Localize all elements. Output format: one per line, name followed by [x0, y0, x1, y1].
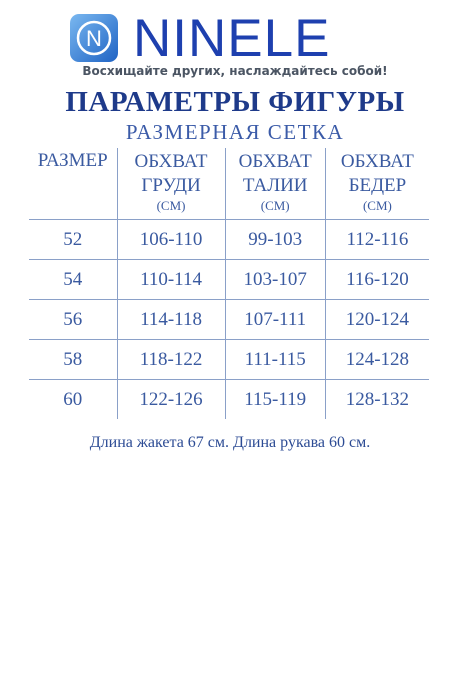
size-chart-table	[29, 148, 429, 419]
cell-bust: 118-122	[117, 340, 225, 380]
garment-length-note: Длина жакета 67 см. Длина рукава 60 см.	[89, 434, 371, 451]
cell-size: 56	[29, 300, 117, 340]
cell-hips: 120-124	[325, 300, 429, 340]
cell-size: 60	[29, 380, 117, 420]
brand-slogan: Восхищайте других, наслаждайтесь собой!	[82, 64, 388, 78]
cell-hips: 112-116	[325, 220, 429, 260]
cell-bust: 110-114	[117, 260, 225, 300]
header-bust	[117, 148, 225, 220]
brand-header	[0, 10, 460, 68]
header-hips-line1: ОБХВАТ	[340, 151, 414, 172]
cell-bust: 114-118	[117, 300, 225, 340]
header-waist-unit: (СМ)	[260, 198, 290, 213]
header-hips-unit: (СМ)	[362, 198, 392, 213]
cell-hips: 116-120	[325, 260, 429, 300]
cell-bust: 122-126	[117, 380, 225, 420]
cell-waist: 99-103	[225, 220, 325, 260]
page-title: ПАРАМЕТРЫ ФИГУРЫ	[65, 86, 405, 118]
cell-bust: 106-110	[117, 220, 225, 260]
header-size	[29, 148, 117, 220]
table-row	[29, 300, 429, 340]
cell-waist: 107-111	[225, 300, 325, 340]
cell-hips: 128-132	[325, 380, 429, 420]
header-bust-line2: ГРУДИ	[141, 175, 201, 196]
cell-size: 58	[29, 340, 117, 380]
header-hips	[325, 148, 429, 220]
cell-waist: 111-115	[225, 340, 325, 380]
table-row	[29, 340, 429, 380]
cell-hips: 124-128	[325, 340, 429, 380]
brand-name: NINELE	[133, 9, 331, 68]
cell-size: 54	[29, 260, 117, 300]
header-hips-line2: БЕДЕР	[348, 175, 407, 196]
table-row	[29, 380, 429, 420]
header-waist-line2: ТАЛИИ	[242, 175, 308, 196]
logo-letter: N	[86, 26, 102, 51]
header-waist	[225, 148, 325, 220]
header-size-label: РАЗМЕР	[37, 150, 108, 171]
cell-waist: 103-107	[225, 260, 325, 300]
header-bust-unit: (СМ)	[156, 198, 186, 213]
table-row	[29, 260, 429, 300]
cell-size: 52	[29, 220, 117, 260]
table-header-row	[29, 148, 429, 220]
table-row	[29, 220, 429, 260]
ninele-logo-icon	[69, 13, 119, 63]
header-waist-line1: ОБХВАТ	[238, 151, 312, 172]
cell-waist: 115-119	[225, 380, 325, 420]
page-subtitle: РАЗМЕРНАЯ СЕТКА	[125, 120, 345, 144]
header-bust-line1: ОБХВАТ	[134, 151, 208, 172]
